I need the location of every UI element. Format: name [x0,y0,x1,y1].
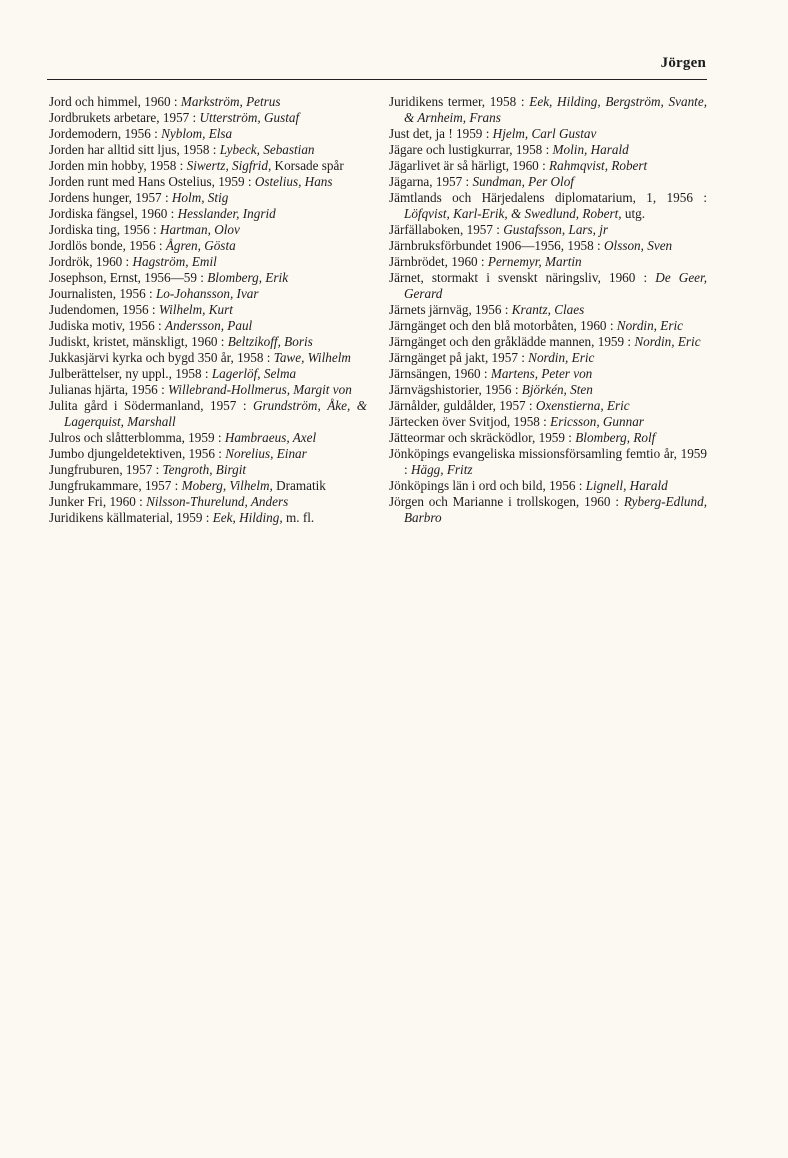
entry-author: Holm, Stig [171,190,229,205]
entry-author: Tengroth, Birgit [162,462,247,477]
index-entry [49,286,367,302]
index-entry [49,366,367,382]
entry-author: Gustafsson, Lars, jr [503,222,609,237]
index-entry [49,126,367,142]
index-entry [389,334,707,350]
entry-note: utg. [621,206,646,221]
index-entry [49,110,367,126]
entry-title: Jumbo djungeldetektiven, 1956 : [49,446,226,461]
entry-author: Rahmqvist, Robert [549,158,648,173]
entry-author: Willebrand-Hollmerus, Margit von [168,382,352,397]
entry-author: Ryberg-Edlund, Barbro [404,494,707,525]
index-entry [389,430,707,446]
index-column-left [49,94,367,526]
entry-title: Jukkasjärvi kyrka och bygd 350 år, 1958 : [49,350,274,365]
index-entry [389,478,707,494]
entry-author: Hartman, Olov [160,222,240,237]
index-entry [389,270,707,302]
header-rule [47,79,707,80]
entry-title: Julros och slåtterblomma, 1959 : [49,430,225,445]
index-column-right [389,94,707,526]
entry-title: Jörgen och Marianne i trollskogen, 1960 : [389,494,624,509]
entry-title: Journalisten, 1956 : [49,286,156,301]
index-entry [389,494,707,526]
index-entry [389,318,707,334]
index-entry [389,350,707,366]
entry-author: Molin, Harald [552,142,629,157]
index-entry [389,254,707,270]
index-entry [49,334,367,350]
entry-author: Siwertz, Sigfrid, [186,158,272,173]
index-entry [49,190,367,206]
entry-title: Järngänget på jakt, 1957 : [389,350,529,365]
entry-title: Jägare och lustigkurrar, 1958 : [389,142,553,157]
index-entry [389,142,707,158]
index-entry [49,206,367,222]
entry-title: Jungfruburen, 1957 : [49,462,163,477]
entry-title: Järnvägshistorier, 1956 : [389,382,522,397]
index-entry [49,318,367,334]
entry-author: Olsson, Sven [604,238,673,253]
index-entry [49,382,367,398]
entry-note: m. fl. [282,510,315,525]
running-head: Jörgen [660,55,706,71]
entry-title: Junker Fri, 1960 : [49,494,147,509]
entry-author: Wilhelm, Kurt [158,302,233,317]
entry-author: Hesslander, Ingrid [177,206,276,221]
entry-author: Blomberg, Rolf [575,430,656,445]
entry-title: Järnet, stormakt i svenskt näringsliv, 1960 : [389,270,656,285]
entry-author: Beltzikoff, Boris [227,334,313,349]
entry-author: Hjelm, Carl Gustav [492,126,597,141]
entry-title: Jönköpings evangeliska missionsförsamling femtio år, 1959 : [389,446,707,477]
index-entry [49,398,367,430]
entry-title: Järnbruksförbundet 1906—1956, 1958 : [389,238,605,253]
index-entry [49,430,367,446]
entry-author: Martens, Peter von [490,366,593,381]
entry-author: Ågren, Gösta [165,238,236,253]
index-entry [389,94,707,126]
index-entry [49,350,367,366]
entry-author: Oxenstierna, Eric [535,398,630,413]
entry-title: Järfällaboken, 1957 : [389,222,504,237]
entry-title: Jönköpings län i ord och bild, 1956 : [389,478,586,493]
index-entry [49,174,367,190]
entry-title: Julita gård i Södermanland, 1957 : [49,398,253,413]
index-entry [49,302,367,318]
entry-author: Lignell, Harald [585,478,668,493]
index-entry [389,302,707,318]
entry-title: Jordiska ting, 1956 : [49,222,160,237]
entry-author: Moberg, Vilhelm, [181,478,273,493]
index-entry [389,382,707,398]
entry-title: Järnets järnväg, 1956 : [389,302,512,317]
entry-title: Järnålder, guldålder, 1957 : [389,398,536,413]
entry-author: Björkén, Sten [521,382,593,397]
entry-author: Tawe, Wilhelm [273,350,351,365]
entry-note: Korsade spår [271,158,344,173]
index-entry [49,158,367,174]
entry-title: Jätteormar och skräcködlor, 1959 : [389,430,576,445]
index-entry [389,190,707,222]
entry-title: Järngänget och den gråklädde mannen, 1959 : [389,334,635,349]
entry-author: Eek, Hilding, Bergström, Svante, & Arnheim, Frans [404,94,707,125]
entry-title: Jordbrukets arbetare, 1957 : [49,110,200,125]
entry-author: Andersson, Paul [165,318,253,333]
entry-title: Jordens hunger, 1957 : [49,190,172,205]
index-entry [389,238,707,254]
entry-author: Nordin, Eric [616,318,683,333]
entry-author: Grundström, Åke, & Lagerquist, Marshall [64,398,367,429]
entry-author: Lo-Johansson, Ivar [155,286,259,301]
entry-title: Juridikens termer, 1958 : [389,94,530,109]
entry-author: Norelius, Einar [225,446,307,461]
index-entry [389,174,707,190]
entry-title: Jordemodern, 1956 : [49,126,162,141]
index-entry [389,446,707,478]
entry-author: Hambraeus, Axel [224,430,317,445]
entry-author: Ostelius, Hans [254,174,333,189]
index-entry [49,494,367,510]
index-entry [389,222,707,238]
entry-title: Jägarna, 1957 : [389,174,473,189]
index-entry [389,158,707,174]
entry-title: Julianas hjärta, 1956 : [49,382,169,397]
index-entry [389,126,707,142]
entry-title: Jorden har alltid sitt ljus, 1958 : [49,142,220,157]
entry-title: Jägarlivet är så härligt, 1960 : [389,158,550,173]
entry-title: Jord och himmel, 1960 : [49,94,181,109]
entry-title: Jämtlands och Härjedalens diplomatarium, 1, 1956 : [389,190,707,205]
entry-title: Jorden min hobby, 1958 : [49,158,187,173]
entry-author: De Geer, Gerard [404,270,707,301]
entry-author: Hagström, Emil [132,254,217,269]
index-entry [389,398,707,414]
entry-title: Judiskt, kristet, mänskligt, 1960 : [49,334,228,349]
index-entry [49,510,367,526]
entry-author: Löfqvist, Karl-Erik, & Swedlund, Robert, [404,206,622,221]
entry-author: Eek, Hilding, [212,510,283,525]
index-entry [49,238,367,254]
entry-author: Markström, Petrus [180,94,281,109]
entry-title: Järnsängen, 1960 : [389,366,491,381]
entry-title: Julberättelser, ny uppl., 1958 : [49,366,212,381]
entry-author: Nordin, Eric [634,334,701,349]
entry-title: Judendomen, 1956 : [49,302,159,317]
index-entry [389,414,707,430]
index-entry [49,94,367,110]
entry-title: Josephson, Ernst, 1956—59 : [49,270,208,285]
entry-title: Järngänget och den blå motorbåten, 1960 : [389,318,617,333]
entry-title: Just det, ja ! 1959 : [389,126,493,141]
entry-author: Ericsson, Gunnar [550,414,644,429]
entry-author: Lagerlöf, Selma [211,366,297,381]
index-entry [49,446,367,462]
entry-title: Jordrök, 1960 : [49,254,133,269]
index-entry [49,462,367,478]
entry-title: Judiska motiv, 1956 : [49,318,166,333]
index-entry [49,222,367,238]
entry-author: Blomberg, Erik [207,270,289,285]
entry-author: Sundman, Per Olof [472,174,574,189]
entry-title: Jorden runt med Hans Ostelius, 1959 : [49,174,255,189]
entry-title: Jungfrukammare, 1957 : [49,478,182,493]
entry-author: Krantz, Claes [511,302,585,317]
entry-title: Juridikens källmaterial, 1959 : [49,510,213,525]
entry-author: Lybeck, Sebastian [219,142,315,157]
entry-title: Järtecken över Svitjod, 1958 : [389,414,551,429]
index-entry [49,478,367,494]
index-entry [49,142,367,158]
entry-note: Dramatik [272,478,326,493]
entry-author: Nordin, Eric [528,350,595,365]
index-entry [49,254,367,270]
entry-author: Nyblom, Elsa [161,126,233,141]
index-entry [389,366,707,382]
entry-author: Utterström, Gustaf [199,110,300,125]
index-entry [49,270,367,286]
entry-author: Hägg, Fritz [410,462,473,477]
entry-author: Nilsson-Thurelund, Anders [146,494,289,509]
entry-title: Jordlös bonde, 1956 : [49,238,166,253]
entry-author: Pernemyr, Martin [487,254,582,269]
entry-title: Jordiska fängsel, 1960 : [49,206,178,221]
entry-title: Järnbrödet, 1960 : [389,254,488,269]
